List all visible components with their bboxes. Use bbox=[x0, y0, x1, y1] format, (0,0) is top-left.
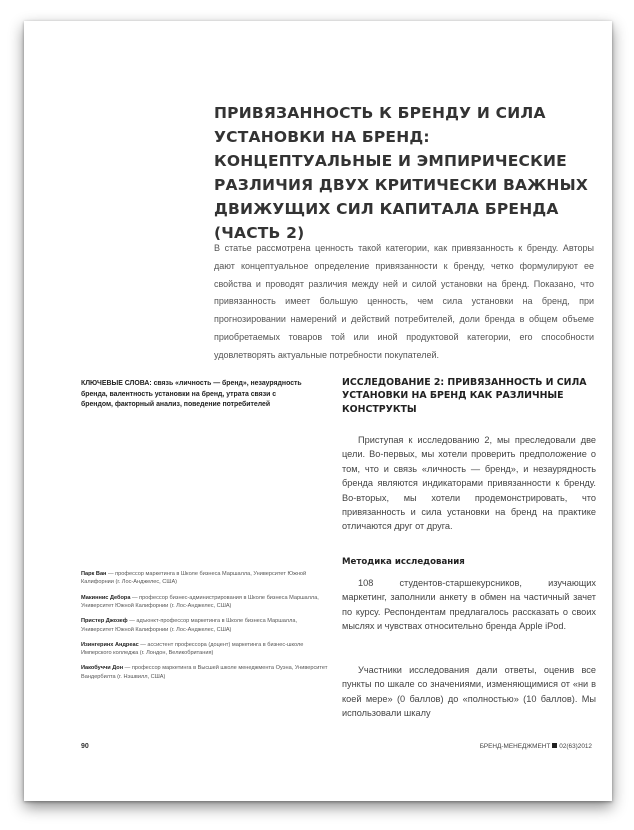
section-heading: ИССЛЕДОВАНИЕ 2: ПРИВЯЗАННОСТЬ И СИЛА УСТАНОВКИ НА БРЕНД КАК РАЗЛИЧНЫЕ КОНСТРУКТЫ bbox=[342, 377, 587, 415]
article-title: ПРИВЯЗАННОСТЬ К БРЕНДУ И СИЛА УСТАНОВКИ НА БРЕНД: КОНЦЕПТУАЛЬНЫЕ И ЭМПИРИЧЕСКИЕ РАЗЛИЧИЯ ДВУХ КРИТИЧЕСКИ ВАЖНЫХ ДВИЖУЩИХ СИЛ КАПИТАЛА БРЕНДА (ЧАСТЬ 2) bbox=[214, 104, 588, 242]
section-paragraph-2: 108 студентов-старшекурсников, изучающих маркетинг, заполнили анкету в обмен на частичный зачет по курсу. Респондентам предлагалось рассказать о своих мыслях и чувствах относительно бренда Apple iPod. bbox=[342, 578, 596, 632]
keywords-text: связь «личность — бренд», незаурядность бренда, валентность установки на бренд, утрата связи с брендом, факторный анализ, поведение потребителей bbox=[81, 380, 302, 409]
methodology-subheading: Методика исследования bbox=[342, 557, 465, 567]
author-name: Изингеринх Андреас bbox=[81, 641, 139, 648]
author-entry bbox=[81, 617, 331, 634]
authors-list bbox=[81, 570, 331, 688]
author-bio: — профессор маркетинга в Школе бизнеса Маршалла, Университет Южной Калифорнии (г. Лос-Анджелес, США) bbox=[81, 571, 307, 586]
author-bio: — адъюнкт-профессор маркетинга в Школе бизнеса Маршалла, Университет Южной Калифорнии (г. Лос-Анджелес, США) bbox=[81, 618, 297, 633]
section-paragraph-3: Участники исследования дали ответы, оценив все пункты по шкале со значениями, изменяющимися от «ни в коей мере» (0 баллов) до «полностью» (10 баллов). Мы использовали шкалу bbox=[342, 665, 596, 719]
author-entry bbox=[81, 570, 331, 587]
journal-name: БРЕНД-МЕНЕДЖМЕНТ bbox=[479, 743, 551, 750]
author-name: Иакобуччи Дон bbox=[81, 665, 124, 672]
author-bio: — профессор маркетинга в Высшей школе менеджмента Оуэна, Университет Вандербилта (г. Нэшвилл, США) bbox=[81, 665, 328, 680]
square-icon bbox=[552, 743, 557, 748]
author-bio: — ассистент профессора (доцент) маркетинга в бизнес-школе Имперского колледжа (г. Лондон, Великобритания) bbox=[81, 641, 304, 657]
section-paragraph-1: Приступая к исследованию 2, мы преследовали две цели. Во-первых, мы хотели проверить предположение о том, что и связь «личность — бренд», и незаурядность бренда являются индикаторами привязанности к бренду. Во-вторых, мы хотели продемонстрировать, что привязанность и сила установки на бренд на практике отличаются друг от друга. bbox=[342, 435, 596, 532]
author-entry bbox=[81, 594, 331, 611]
keywords-block bbox=[81, 379, 303, 411]
author-bio: — профессор бизнес-администрирования в Школе бизнеса Маршалла, Университет Южной Калифорнии (г. Лос-Анджелес, США) bbox=[81, 594, 319, 610]
author-entry bbox=[81, 664, 331, 681]
page-sheet bbox=[24, 21, 612, 801]
journal-footer bbox=[480, 743, 592, 750]
author-name: Макиннис Дебора bbox=[81, 594, 131, 601]
article-abstract: В статье рассмотрена ценность такой категории, как привязанность к бренду. Авторы дают концептуальное определение привязанности к бренду, четко формулируют ее свойства и проводят различия между ней и силой установки на бренд. Показано, что привязанность имеет большую ценность, чем сила установки на бренд, при прогнозировании намерений и действий потребителей, доли бренда в общем объеме приобретаемых товаров той или иной продуктовой категории, его способности удовлетворять актуальные потребности покупателей. bbox=[214, 243, 594, 360]
author-name: Пристер Джозеф bbox=[81, 618, 128, 625]
keywords-label: КЛЮЧЕВЫЕ СЛОВА: bbox=[81, 380, 152, 387]
journal-issue: 02(63)2012 bbox=[559, 743, 592, 750]
page-number: 90 bbox=[81, 743, 89, 750]
author-name: Парк Ван bbox=[81, 571, 107, 577]
author-entry bbox=[81, 641, 331, 658]
